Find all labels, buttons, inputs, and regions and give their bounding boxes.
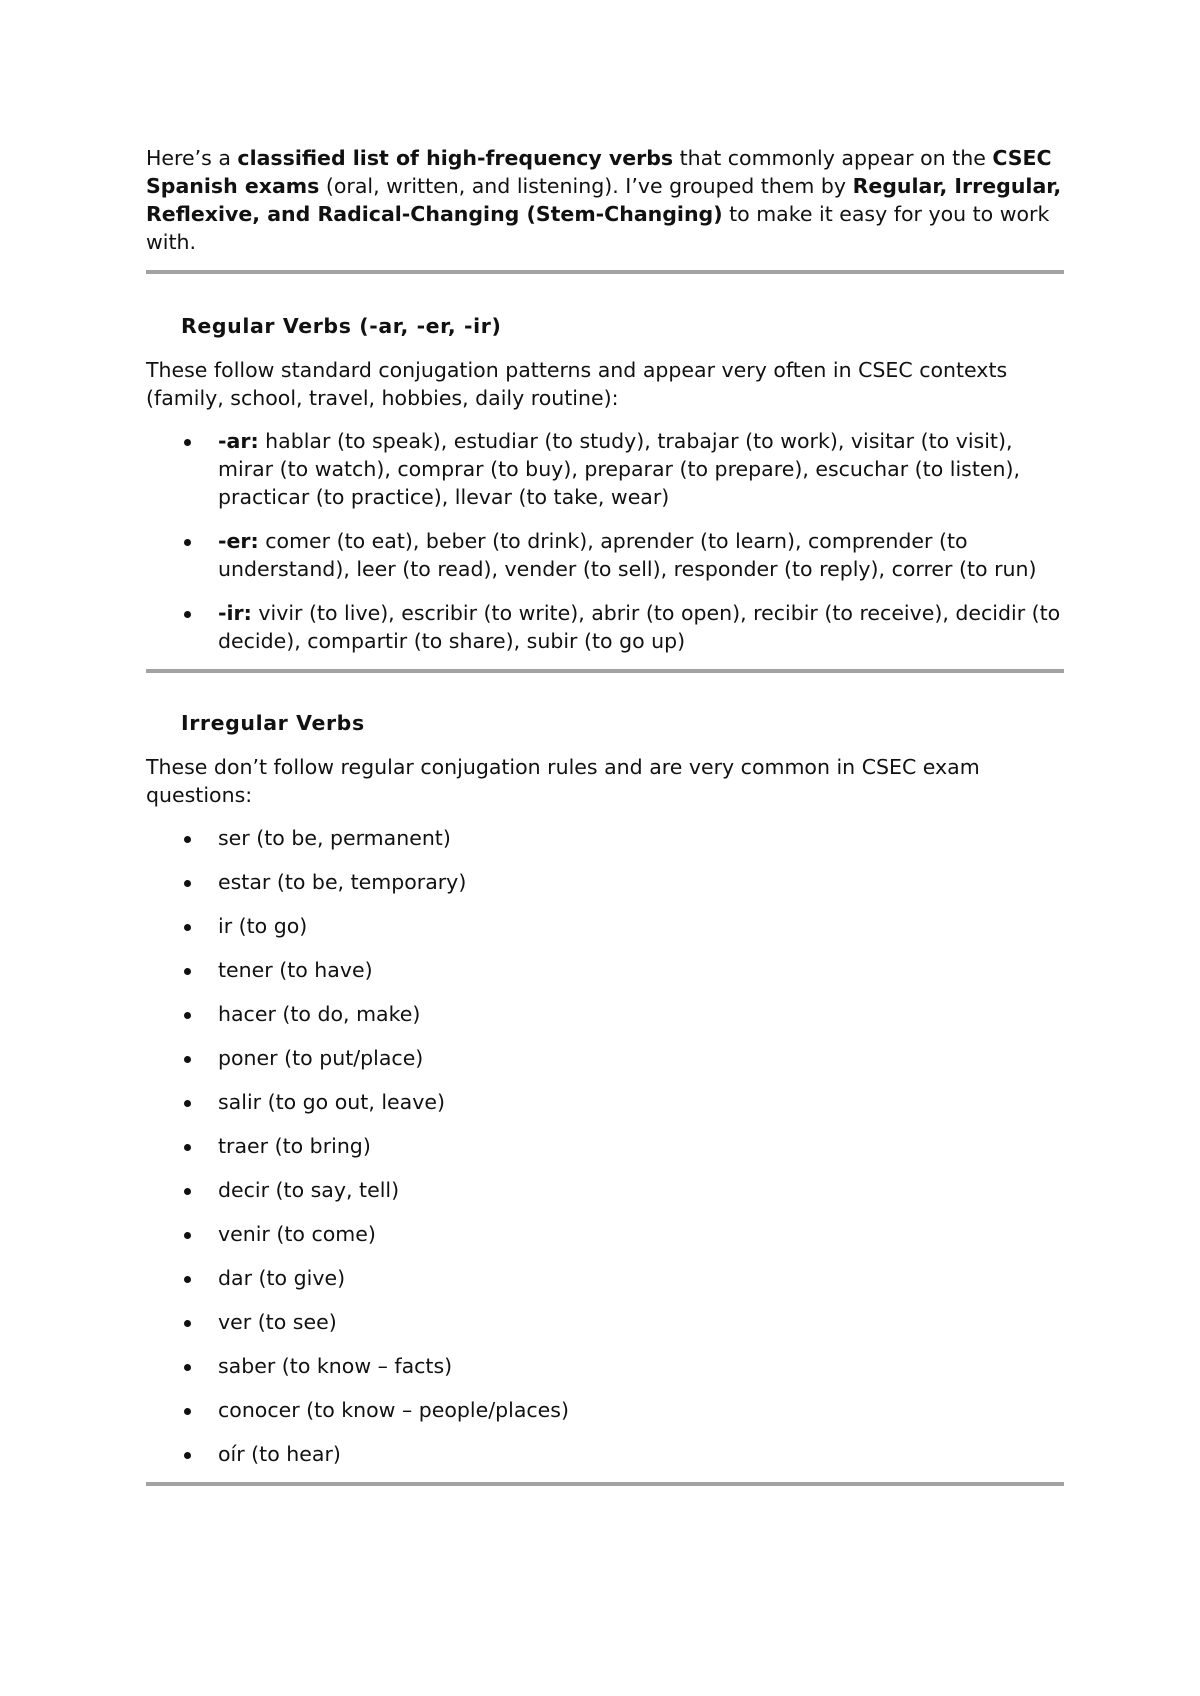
list-item — [146, 912, 1064, 940]
intro-paragraph — [146, 144, 1064, 256]
bullet-icon — [184, 1364, 191, 1371]
bullet-icon — [184, 1188, 191, 1195]
verb-group-label: -er: — [218, 529, 259, 553]
irregular-verbs-heading: Irregular Verbs — [181, 711, 365, 735]
bullet-icon — [184, 1232, 191, 1239]
bullet-icon — [184, 836, 191, 843]
verb-group-text: comer (to eat), beber (to drink), aprender (to learn), comprender (to understand), leer (to read), vender (to sell), responder (to reply), correr (to run) — [218, 529, 1037, 581]
verb-item: hacer (to do, make) — [218, 1002, 421, 1026]
bullet-icon — [184, 439, 191, 446]
verb-group-label: -ar: — [218, 429, 259, 453]
verb-item: saber (to know – facts) — [218, 1354, 453, 1378]
bullet-icon — [184, 1276, 191, 1283]
intro-text-2: that commonly appear on the — [673, 146, 993, 170]
bullet-icon — [184, 611, 191, 618]
list-item — [146, 1264, 1064, 1292]
bullet-icon — [184, 1408, 191, 1415]
divider-1 — [146, 270, 1064, 274]
list-item — [146, 1132, 1064, 1160]
intro-bold-1: classified list of high-frequency verbs — [237, 146, 674, 170]
irregular-verbs-description: These don’t follow regular conjugation rules and are very common in CSEC exam questions: — [146, 755, 980, 807]
divider-3 — [146, 1482, 1064, 1486]
intro-text-1: Here’s a — [146, 146, 238, 170]
verb-item: ir (to go) — [218, 914, 308, 938]
verb-item: ver (to see) — [218, 1310, 337, 1334]
bullet-icon — [184, 1320, 191, 1327]
list-item — [146, 1088, 1064, 1116]
regular-verbs-heading: Regular Verbs (-ar, -er, -ir) — [181, 314, 502, 338]
bullet-icon — [184, 968, 191, 975]
irregular-verbs-list — [146, 824, 1064, 1468]
verb-item: salir (to go out, leave) — [218, 1090, 445, 1114]
intro-bold-2: CSEC Spanish exams — [146, 146, 1052, 198]
verb-item: poner (to put/place) — [218, 1046, 424, 1070]
list-item — [146, 1220, 1064, 1248]
verb-group-text: hablar (to speak), estudiar (to study), trabajar (to work), visitar (to visit), mirar (to watch), comprar (to buy), preparar (to prepare), escuchar (to listen), practicar (to practice), llevar (to take, wear) — [218, 429, 1021, 509]
bullet-icon — [184, 1056, 191, 1063]
bullet-icon — [184, 1452, 191, 1459]
list-item — [146, 1000, 1064, 1028]
document-page — [146, 144, 1064, 1486]
list-item — [146, 824, 1064, 852]
list-item — [146, 1044, 1064, 1072]
verb-item: dar (to give) — [218, 1266, 346, 1290]
verb-item: conocer (to know – people/places) — [218, 1398, 569, 1422]
list-item — [146, 1352, 1064, 1380]
intro-text-3: (oral, written, and listening). I’ve grouped them by — [319, 174, 853, 198]
intro-bold-3: Regular, Irregular, Reflexive, and Radical-Changing (Stem-Changing) — [146, 174, 1062, 226]
verb-item: ser (to be, permanent) — [218, 826, 451, 850]
list-item — [146, 868, 1064, 896]
verb-group-label: -ir: — [218, 601, 252, 625]
list-item — [146, 1176, 1064, 1204]
regular-verbs-list — [146, 427, 1064, 655]
list-item — [146, 956, 1064, 984]
list-item — [146, 527, 1064, 583]
bullet-icon — [184, 924, 191, 931]
bullet-icon — [184, 539, 191, 546]
verb-item: estar (to be, temporary) — [218, 870, 467, 894]
verb-item: traer (to bring) — [218, 1134, 371, 1158]
verb-item: tener (to have) — [218, 958, 373, 982]
bullet-icon — [184, 1100, 191, 1107]
bullet-icon — [184, 1144, 191, 1151]
regular-verbs-description: These follow standard conjugation patterns and appear very often in CSEC contexts (family, school, travel, hobbies, daily routine): — [146, 358, 1008, 410]
divider-2 — [146, 669, 1064, 673]
verb-item: venir (to come) — [218, 1222, 376, 1246]
list-item — [146, 1440, 1064, 1468]
list-item — [146, 599, 1064, 655]
list-item — [146, 427, 1064, 511]
list-item — [146, 1396, 1064, 1424]
intro-text-4: to make it easy for you to work with. — [146, 202, 1050, 254]
bullet-icon — [184, 1012, 191, 1019]
bullet-icon — [184, 880, 191, 887]
list-item — [146, 1308, 1064, 1336]
verb-item: decir (to say, tell) — [218, 1178, 400, 1202]
verb-group-text: vivir (to live), escribir (to write), abrir (to open), recibir (to receive), decidir (to decide), compartir (to share), subir (to go up) — [218, 601, 1061, 653]
verb-item: oír (to hear) — [218, 1442, 341, 1466]
